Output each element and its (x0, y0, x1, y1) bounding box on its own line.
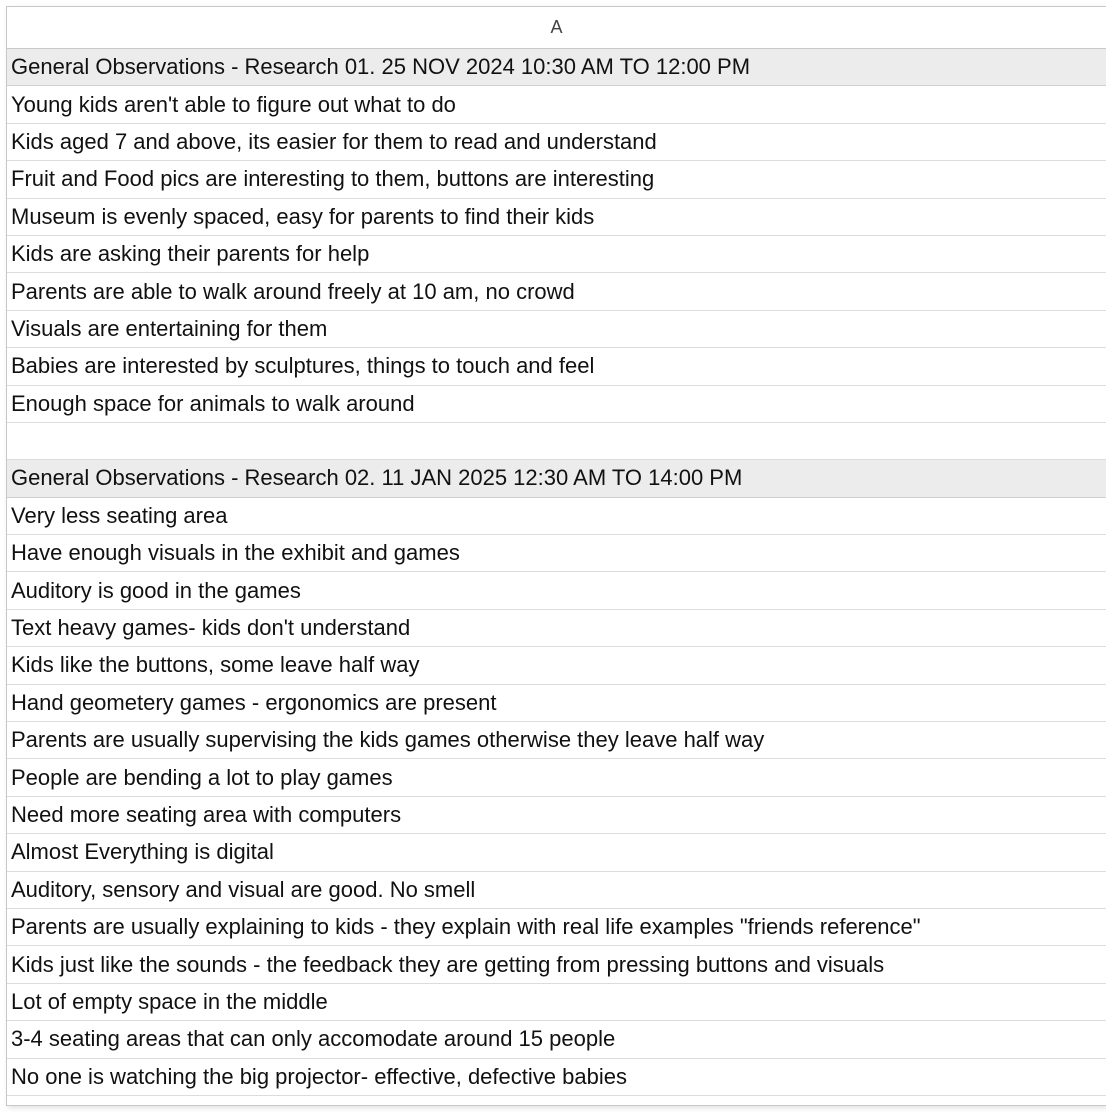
table-row[interactable]: Kids like the buttons, some leave half way (7, 647, 1106, 684)
table-row[interactable]: Auditory is good in the games (7, 572, 1106, 609)
table-row[interactable]: Fruit and Food pics are interesting to them, buttons are interesting (7, 161, 1106, 198)
table-row[interactable]: Enough space for animals to walk around (7, 386, 1106, 423)
blank-row[interactable] (7, 423, 1106, 460)
table-row[interactable]: Young kids aren't able to figure out what to do (7, 86, 1106, 123)
table-row[interactable]: Kids aged 7 and above, its easier for them to read and understand (7, 124, 1106, 161)
table-row[interactable]: No one is watching the big projector- effective, defective babies (7, 1059, 1106, 1096)
table-row[interactable]: Parents are usually supervising the kids games otherwise they leave half way (7, 722, 1106, 759)
cell-rows (7, 49, 1106, 1096)
table-row[interactable]: Very less seating area (7, 498, 1106, 535)
table-row[interactable]: Parents are able to walk around freely at 10 am, no crowd (7, 273, 1106, 310)
table-row[interactable]: Lot of empty space in the middle (7, 984, 1106, 1021)
table-row[interactable]: Babies are interested by sculptures, things to touch and feel (7, 348, 1106, 385)
section-header-row[interactable]: General Observations - Research 02. 11 JAN 2025 12:30 AM TO 14:00 PM (7, 460, 1106, 497)
table-row[interactable]: People are bending a lot to play games (7, 759, 1106, 796)
table-row[interactable]: Parents are usually explaining to kids - they explain with real life examples "friends reference" (7, 909, 1106, 946)
table-row[interactable]: Have enough visuals in the exhibit and games (7, 535, 1106, 572)
table-row[interactable]: Museum is evenly spaced, easy for parents to find their kids (7, 199, 1106, 236)
table-row[interactable]: Auditory, sensory and visual are good. No smell (7, 872, 1106, 909)
table-row[interactable]: Almost Everything is digital (7, 834, 1106, 871)
table-row[interactable]: Hand geometery games - ergonomics are present (7, 685, 1106, 722)
table-row[interactable]: Kids just like the sounds - the feedback they are getting from pressing buttons and visuals (7, 946, 1106, 983)
spreadsheet (6, 6, 1106, 1106)
column-header-a[interactable]: A (7, 7, 1106, 49)
table-row[interactable]: Kids are asking their parents for help (7, 236, 1106, 273)
table-row[interactable]: Visuals are entertaining for them (7, 311, 1106, 348)
section-header-row[interactable]: General Observations - Research 01. 25 NOV 2024 10:30 AM TO 12:00 PM (7, 49, 1106, 86)
table-row[interactable]: Need more seating area with computers (7, 797, 1106, 834)
table-row[interactable]: 3-4 seating areas that can only accomodate around 15 people (7, 1021, 1106, 1058)
table-row[interactable]: Text heavy games- kids don't understand (7, 610, 1106, 647)
